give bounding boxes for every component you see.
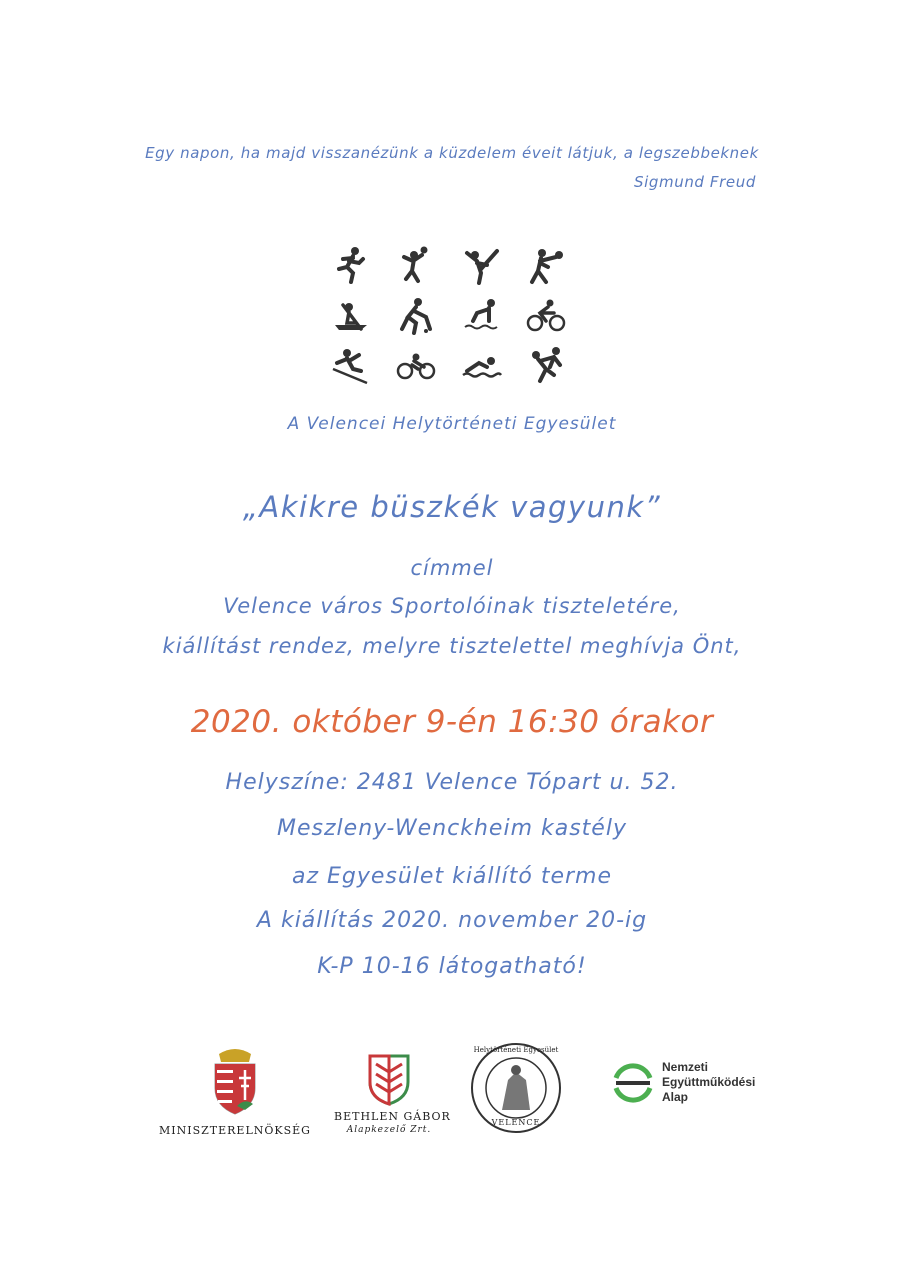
venue-room: az Egyesület kiállító terme: [291, 864, 613, 889]
hockey-icon: [383, 290, 448, 340]
helytorteneti-seal: [468, 1040, 564, 1136]
exhibition-title: „Akikre büszkék vagyunk”: [242, 490, 662, 524]
boxing-icon: [513, 240, 578, 290]
volleyball-icon: [383, 240, 448, 290]
skiing-icon: [318, 340, 383, 390]
invite-text: kiállítást rendez, melyre tisztelettel meghívja Önt,: [162, 634, 742, 658]
bethlen-subtitle: Alapkezelő Zrt.: [346, 1125, 432, 1135]
paracycling-icon: [383, 340, 448, 390]
bethlen-name: BETHLEN GÁBOR: [334, 1110, 451, 1123]
venue-building: Meszleny-Wenckheim kastély: [277, 816, 627, 841]
quote-author: Sigmund Freud: [634, 173, 756, 191]
seal-bottom-text: VELENCE: [491, 1118, 541, 1127]
cycling-icon: [513, 290, 578, 340]
dedication-text: Velence város Sportolóinak tiszteletére,: [223, 594, 681, 618]
ministry-logo: [150, 1048, 320, 1137]
triathlon-icon: [448, 290, 513, 340]
taekwondo-icon: [448, 240, 513, 290]
running-icon: [318, 240, 383, 290]
judo-icon: [513, 340, 578, 390]
opening-hours: K-P 10-16 látogatható!: [317, 954, 587, 979]
nea-line-3: Alap: [662, 1090, 689, 1104]
canoeing-icon: [318, 290, 383, 340]
organizer-text: A Velencei Helytörténeti Egyesület: [287, 414, 617, 434]
with-title-text: címmel: [410, 556, 494, 580]
swimming-icon: [448, 340, 513, 390]
quote-text: Egy napon, ha majd visszanézünk a küzdelem éveit látjuk, a legszebbeknek: [145, 144, 759, 162]
event-datetime: 2020. október 9-én 16:30 órakor: [190, 704, 714, 740]
bethlen-gabor-logo: [334, 1050, 451, 1135]
venue-address: Helyszíne: 2481 Velence Tópart u. 52.: [225, 770, 679, 795]
exhibition-duration: A kiállítás 2020. november 20-ig: [256, 908, 648, 933]
sport-pictograms: [318, 240, 578, 390]
nea-circle-icon: [608, 1058, 658, 1108]
bethlen-shield-icon: [364, 1050, 414, 1106]
hungarian-coat-of-arms-icon: [205, 1048, 265, 1118]
seal-top-text: Helytörténeti Egyesület: [473, 1046, 559, 1054]
nea-logo: [608, 1056, 768, 1112]
nea-line-1: Nemzeti: [662, 1060, 709, 1074]
ministry-name: MINISZTERELNÖKSÉG: [159, 1124, 311, 1137]
nea-line-2: Együttműködési: [662, 1075, 756, 1089]
